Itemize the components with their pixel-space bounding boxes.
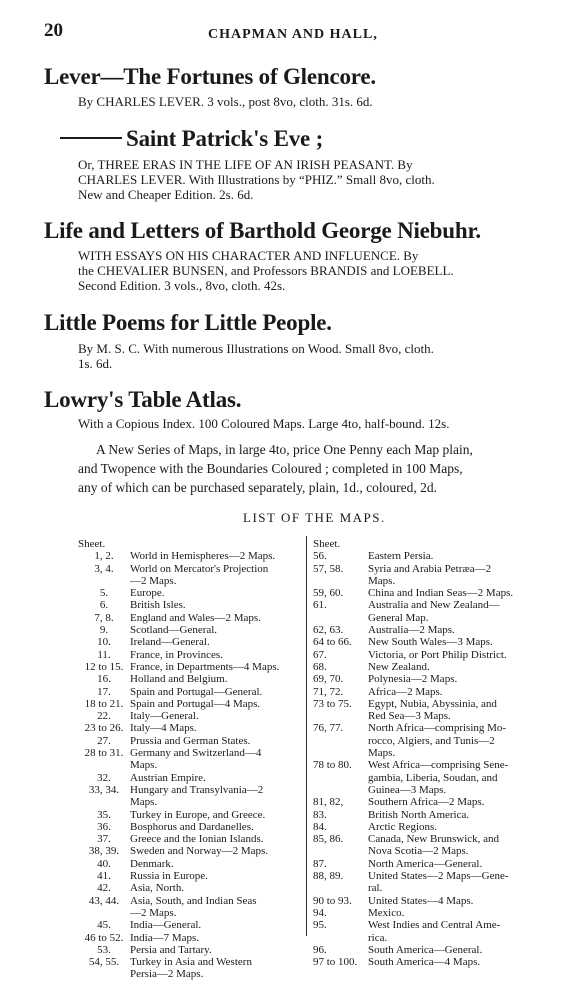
map-list-row	[313, 895, 563, 907]
map-list-row	[78, 796, 306, 808]
map-list-row	[78, 968, 306, 980]
sheet-number: 56.	[313, 550, 327, 563]
map-list-row	[313, 698, 563, 710]
sheet-number	[78, 907, 130, 919]
map-name: Italy—4 Maps.	[130, 722, 197, 735]
entry-line: By M. S. C. With numerous Illustrations on Wood. Small 8vo, cloth.	[78, 341, 434, 356]
map-list-row	[78, 735, 306, 747]
entry-title-text: Saint Patrick's Eve ;	[126, 126, 324, 151]
sheet-number: 5.	[99, 587, 109, 600]
sheet-number: 22.	[97, 710, 111, 723]
entry-line: CHARLES LEVER. With Illustrations by “PHIZ.” Small 8vo, cloth.	[78, 172, 435, 187]
map-name: Maps.	[368, 747, 396, 760]
entry-line: WITH ESSAYS ON HIS CHARACTER AND INFLUENCE. By	[78, 248, 419, 263]
map-list-row	[313, 550, 563, 562]
map-name: Ireland—General.	[130, 636, 210, 649]
map-name: West Africa—comprising Sene-	[368, 759, 509, 772]
sheet-number: 94.	[313, 906, 327, 919]
sheet-number: 97 to 100.	[313, 956, 358, 969]
map-name: Eastern Persia.	[368, 550, 434, 563]
sheet-header: Sheet.	[78, 538, 106, 550]
sheet-number: 17.	[97, 685, 111, 698]
map-name: British Isles.	[130, 599, 186, 612]
map-list-row	[313, 575, 563, 587]
map-name: Scotland—General.	[130, 624, 218, 637]
sheet-header: Sheet.	[313, 538, 341, 550]
para-line: any of which can be purchased separately, plain, 1d., coloured, 2d.	[78, 480, 437, 495]
map-name: Spain and Portugal—4 Maps.	[130, 697, 261, 710]
sheet-number	[313, 747, 368, 759]
map-name: Russia in Europe.	[130, 870, 208, 883]
sheet-number: 57, 58.	[313, 562, 344, 575]
sheet-number: 10.	[97, 636, 111, 649]
map-list-row	[78, 649, 306, 661]
sheet-number	[313, 784, 368, 796]
map-name: United States—2 Maps—Gene-	[368, 870, 509, 883]
sheet-number: 68.	[313, 660, 327, 673]
entry-line: New and Cheaper Edition. 2s. 6d.	[78, 187, 254, 202]
map-list-row	[78, 759, 306, 771]
sheet-number: 83.	[313, 808, 327, 821]
column-divider	[306, 536, 307, 936]
map-name: Red Sea—3 Maps.	[368, 710, 451, 723]
map-name: Europe.	[130, 587, 165, 600]
map-list-row	[78, 784, 306, 796]
map-name: gambia, Liberia, Soudan, and	[368, 771, 498, 784]
map-name: West Indies and Central Ame-	[368, 919, 501, 932]
sheet-number: 42.	[97, 882, 111, 895]
map-name: Guinea—3 Maps.	[368, 783, 447, 796]
page-number: 20	[44, 20, 63, 41]
map-list-row	[313, 932, 563, 944]
sheet-number: 88, 89.	[313, 870, 344, 883]
map-name: Holland and Belgium.	[130, 673, 228, 686]
sheet-number: 27.	[97, 734, 111, 747]
map-name: Southern Africa—2 Maps.	[368, 796, 485, 809]
sheet-number: 95.	[313, 919, 327, 932]
sheet-number: 28 to 31.	[84, 747, 124, 760]
map-name: Africa—2 Maps.	[368, 685, 443, 698]
map-name: rica.	[368, 931, 388, 944]
map-list-row	[313, 612, 563, 624]
map-list-row	[313, 833, 563, 845]
sheet-number: 78 to 80.	[313, 759, 352, 772]
sheet-number: 16.	[97, 673, 111, 686]
sheet-number: 12 to 15.	[84, 660, 124, 673]
map-name: New South Wales—3 Maps.	[368, 636, 493, 649]
sheet-number: 23 to 26.	[84, 722, 124, 735]
sheet-number	[313, 772, 368, 784]
map-name: Egypt, Nubia, Abyssinia, and	[368, 697, 497, 710]
map-name: Denmark.	[130, 857, 174, 870]
map-list-row	[313, 858, 563, 870]
map-name: Prussia and German States.	[130, 734, 251, 747]
map-name: Australia—2 Maps.	[368, 624, 455, 637]
map-list-row	[313, 599, 563, 611]
map-list-row	[78, 907, 306, 919]
sheet-number: 81, 82,	[313, 796, 344, 809]
sheet-number: 90 to 93.	[313, 894, 352, 907]
sheet-number: 59, 60.	[313, 587, 344, 600]
map-name: Canada, New Brunswick, and	[368, 833, 500, 846]
sheet-number: 71, 72.	[313, 685, 344, 698]
map-name: Nova Scotia—2 Maps.	[368, 845, 469, 858]
sheet-number: 35.	[97, 808, 111, 821]
map-list-row	[313, 636, 563, 648]
map-name: Mexico.	[368, 906, 405, 919]
map-name: Italy—General.	[130, 710, 199, 723]
para-line: A New Series of Maps, in large 4to, price One Penny each Map plain,	[96, 442, 473, 457]
map-name: Spain and Portugal—General.	[130, 685, 263, 698]
sheet-number: 18 to 21.	[84, 697, 124, 710]
map-list-row	[78, 833, 306, 845]
map-list-row	[78, 698, 306, 710]
sheet-number: 53.	[97, 943, 111, 956]
sheet-number: 96.	[313, 943, 327, 956]
sheet-number: 62, 63.	[313, 624, 344, 637]
map-list-row	[313, 587, 563, 599]
map-list-row	[78, 882, 306, 894]
map-list-row	[78, 919, 306, 931]
sheet-number: 33, 34.	[88, 783, 120, 796]
map-name: Arctic Regions.	[368, 820, 438, 833]
map-list-row	[313, 821, 563, 833]
map-name: Greece and the Ionian Islands.	[130, 833, 264, 846]
sheet-number: 9.	[99, 624, 109, 637]
map-list-row	[313, 956, 563, 968]
sheet-number: 37.	[97, 833, 111, 846]
map-name: Persia and Tartary.	[130, 943, 212, 956]
map-name: Austrian Empire.	[130, 771, 206, 784]
sheet-number	[313, 710, 368, 722]
map-name: Germany and Switzerland—4	[130, 747, 262, 760]
map-list-row	[313, 661, 563, 673]
map-list-row	[78, 686, 306, 698]
entry-line: Or, THREE ERAS IN THE LIFE OF AN IRISH PEASANT. By	[78, 157, 413, 172]
map-list-row	[78, 710, 306, 722]
sheet-number: 46 to 52.	[84, 931, 124, 944]
map-name: Turkey in Europe, and Greece.	[130, 808, 266, 821]
map-name: Polynesia—2 Maps.	[368, 673, 458, 686]
map-list-row	[78, 845, 306, 857]
sheet-number: 7, 8.	[94, 611, 114, 624]
map-list-row	[313, 907, 563, 919]
map-list-row	[78, 636, 306, 648]
map-name: France, in Departments—4 Maps.	[130, 660, 280, 673]
sheet-number	[313, 845, 368, 857]
para-line: and Twopence with the Boundaries Coloured ; completed in 100 Maps,	[78, 461, 463, 476]
entry-line: Second Edition. 3 vols., 8vo, cloth. 42s.	[78, 278, 286, 293]
map-name: Victoria, or Port Philip District.	[368, 648, 507, 661]
sheet-number: 64 to 66.	[313, 636, 352, 649]
sheet-number	[78, 796, 130, 808]
sheet-header-row	[78, 538, 306, 550]
map-name: World on Mercator's Projection	[130, 562, 269, 575]
map-list-row	[78, 599, 306, 611]
sheet-number: 43, 44.	[88, 894, 120, 907]
sheet-number: 32.	[97, 771, 111, 784]
ditto-dash	[60, 137, 122, 139]
entry-title-saint-patrick	[60, 126, 323, 152]
sheet-number	[78, 575, 130, 587]
sheet-number: 87.	[313, 857, 327, 870]
map-list-row	[78, 587, 306, 599]
map-name: Sweden and Norway—2 Maps.	[130, 845, 269, 858]
sheet-number	[313, 932, 368, 944]
sheet-number: 61.	[313, 599, 327, 612]
map-name: Persia—2 Maps.	[130, 968, 204, 981]
map-name: China and Indian Seas—2 Maps.	[368, 587, 514, 600]
map-list-row	[78, 895, 306, 907]
sheet-number	[313, 735, 368, 747]
sheet-number	[313, 882, 368, 894]
map-list-row	[78, 747, 306, 759]
map-list-row	[78, 673, 306, 685]
map-name: General Map.	[368, 611, 429, 624]
map-name: Hungary and Transylvania—2	[130, 783, 264, 796]
map-list-row	[78, 612, 306, 624]
map-name: India—General.	[130, 919, 202, 932]
map-name: rocco, Algiers, and Tunis—2	[368, 734, 495, 747]
map-name: Bosphorus and Dardanelles.	[130, 820, 254, 833]
entry-line: By CHARLES LEVER. 3 vols., post 8vo, cloth. 31s. 6d.	[78, 94, 373, 109]
map-list-row	[313, 735, 563, 747]
map-name: Asia, South, and Indian Seas	[130, 894, 257, 907]
map-list-row	[78, 722, 306, 734]
sheet-number: 36.	[97, 820, 111, 833]
map-name: New Zealand.	[368, 660, 430, 673]
map-list-row	[78, 932, 306, 944]
sheet-number: 38, 39.	[88, 845, 120, 858]
map-name: Maps.	[368, 574, 396, 587]
map-list-row	[313, 759, 563, 771]
sheet-number: 67.	[313, 648, 327, 661]
map-list-row	[78, 858, 306, 870]
map-name: Syria and Arabia Petræa—2	[368, 562, 492, 575]
map-list-row	[313, 796, 563, 808]
map-name: ral.	[368, 882, 383, 895]
map-name: India—7 Maps.	[130, 931, 200, 944]
map-list-row	[313, 870, 563, 882]
map-list-row	[313, 784, 563, 796]
map-list-row	[313, 722, 563, 734]
sheet-number: 41.	[97, 870, 111, 883]
entry-title-glencore: Lever—The Fortunes of Glencore.	[44, 64, 376, 89]
sheet-number	[313, 575, 368, 587]
map-name: —2 Maps.	[130, 906, 177, 919]
map-list-row	[313, 563, 563, 575]
map-list-row	[313, 809, 563, 821]
map-list-row	[313, 845, 563, 857]
map-list-row	[78, 624, 306, 636]
sheet-number	[78, 968, 130, 980]
map-name: Australia and New Zealand—	[368, 599, 500, 612]
list-title: LIST OF THE MAPS.	[243, 510, 386, 525]
sheet-number: 84.	[313, 820, 327, 833]
map-list-row	[313, 944, 563, 956]
map-name: Turkey in Asia and Western	[130, 956, 252, 969]
map-list-row	[78, 563, 306, 575]
map-name: North Africa—comprising Mo-	[368, 722, 507, 735]
map-list-row	[313, 710, 563, 722]
map-list-right-column	[313, 538, 563, 968]
entry-line: 1s. 6d.	[78, 356, 113, 371]
sheet-number: 11.	[97, 648, 111, 661]
map-list-row	[78, 870, 306, 882]
map-list-row	[313, 919, 563, 931]
sheet-number: 1, 2.	[94, 550, 114, 563]
sheet-number: 76, 77.	[313, 722, 344, 735]
map-list-row	[78, 821, 306, 833]
sheet-number: 40.	[97, 857, 111, 870]
map-name: France, in Provinces.	[130, 648, 223, 661]
map-list-row	[78, 575, 306, 587]
sheet-number	[78, 759, 130, 771]
map-list-row	[313, 772, 563, 784]
sheet-number: 3, 4.	[94, 562, 114, 575]
map-list-row	[313, 673, 563, 685]
map-list-row	[78, 772, 306, 784]
entry-line: With a Copious Index. 100 Coloured Maps. Large 4to, half-bound. 12s.	[78, 416, 450, 431]
map-name: Asia, North.	[130, 882, 185, 895]
map-list-row	[78, 550, 306, 562]
map-list-row	[313, 882, 563, 894]
atlas-description	[78, 440, 538, 497]
map-name: Maps.	[130, 796, 158, 809]
map-name: United States—4 Maps.	[368, 894, 474, 907]
map-name: England and Wales—2 Maps.	[130, 611, 261, 624]
map-name: World in Hemispheres—2 Maps.	[130, 550, 276, 563]
map-list-row	[78, 944, 306, 956]
entry-title-niebuhr: Life and Letters of Barthold George Niebuhr.	[44, 218, 481, 243]
map-list-row	[78, 661, 306, 673]
map-list-row	[313, 649, 563, 661]
entry-line: the CHEVALIER BUNSEN, and Professors BRANDIS and LOEBELL.	[78, 263, 454, 278]
running-head: CHAPMAN AND HALL,	[208, 27, 378, 42]
entry-title-lowry-atlas: Lowry's Table Atlas.	[44, 387, 242, 412]
sheet-number: 85, 86.	[313, 833, 344, 846]
sheet-number: 73 to 75.	[313, 697, 352, 710]
sheet-number: 69, 70.	[313, 673, 344, 686]
map-list-row	[313, 686, 563, 698]
sheet-number: 45.	[97, 919, 111, 932]
sheet-header-row	[313, 538, 563, 550]
map-list-row	[78, 809, 306, 821]
sheet-number: 54, 55.	[88, 956, 120, 969]
map-list-row	[313, 624, 563, 636]
map-list-left-column	[78, 538, 306, 981]
map-name: British North America.	[368, 808, 470, 821]
entry-title-little-poems: Little Poems for Little People.	[44, 310, 332, 335]
map-list-row	[78, 956, 306, 968]
map-list-row	[313, 747, 563, 759]
map-name: Maps.	[130, 759, 158, 772]
map-name: South America—4 Maps.	[368, 956, 481, 969]
map-name: North America—General.	[368, 857, 483, 870]
sheet-number: 6.	[99, 599, 109, 612]
sheet-number	[313, 612, 368, 624]
map-name: South America—General.	[368, 943, 483, 956]
map-name: —2 Maps.	[130, 574, 177, 587]
